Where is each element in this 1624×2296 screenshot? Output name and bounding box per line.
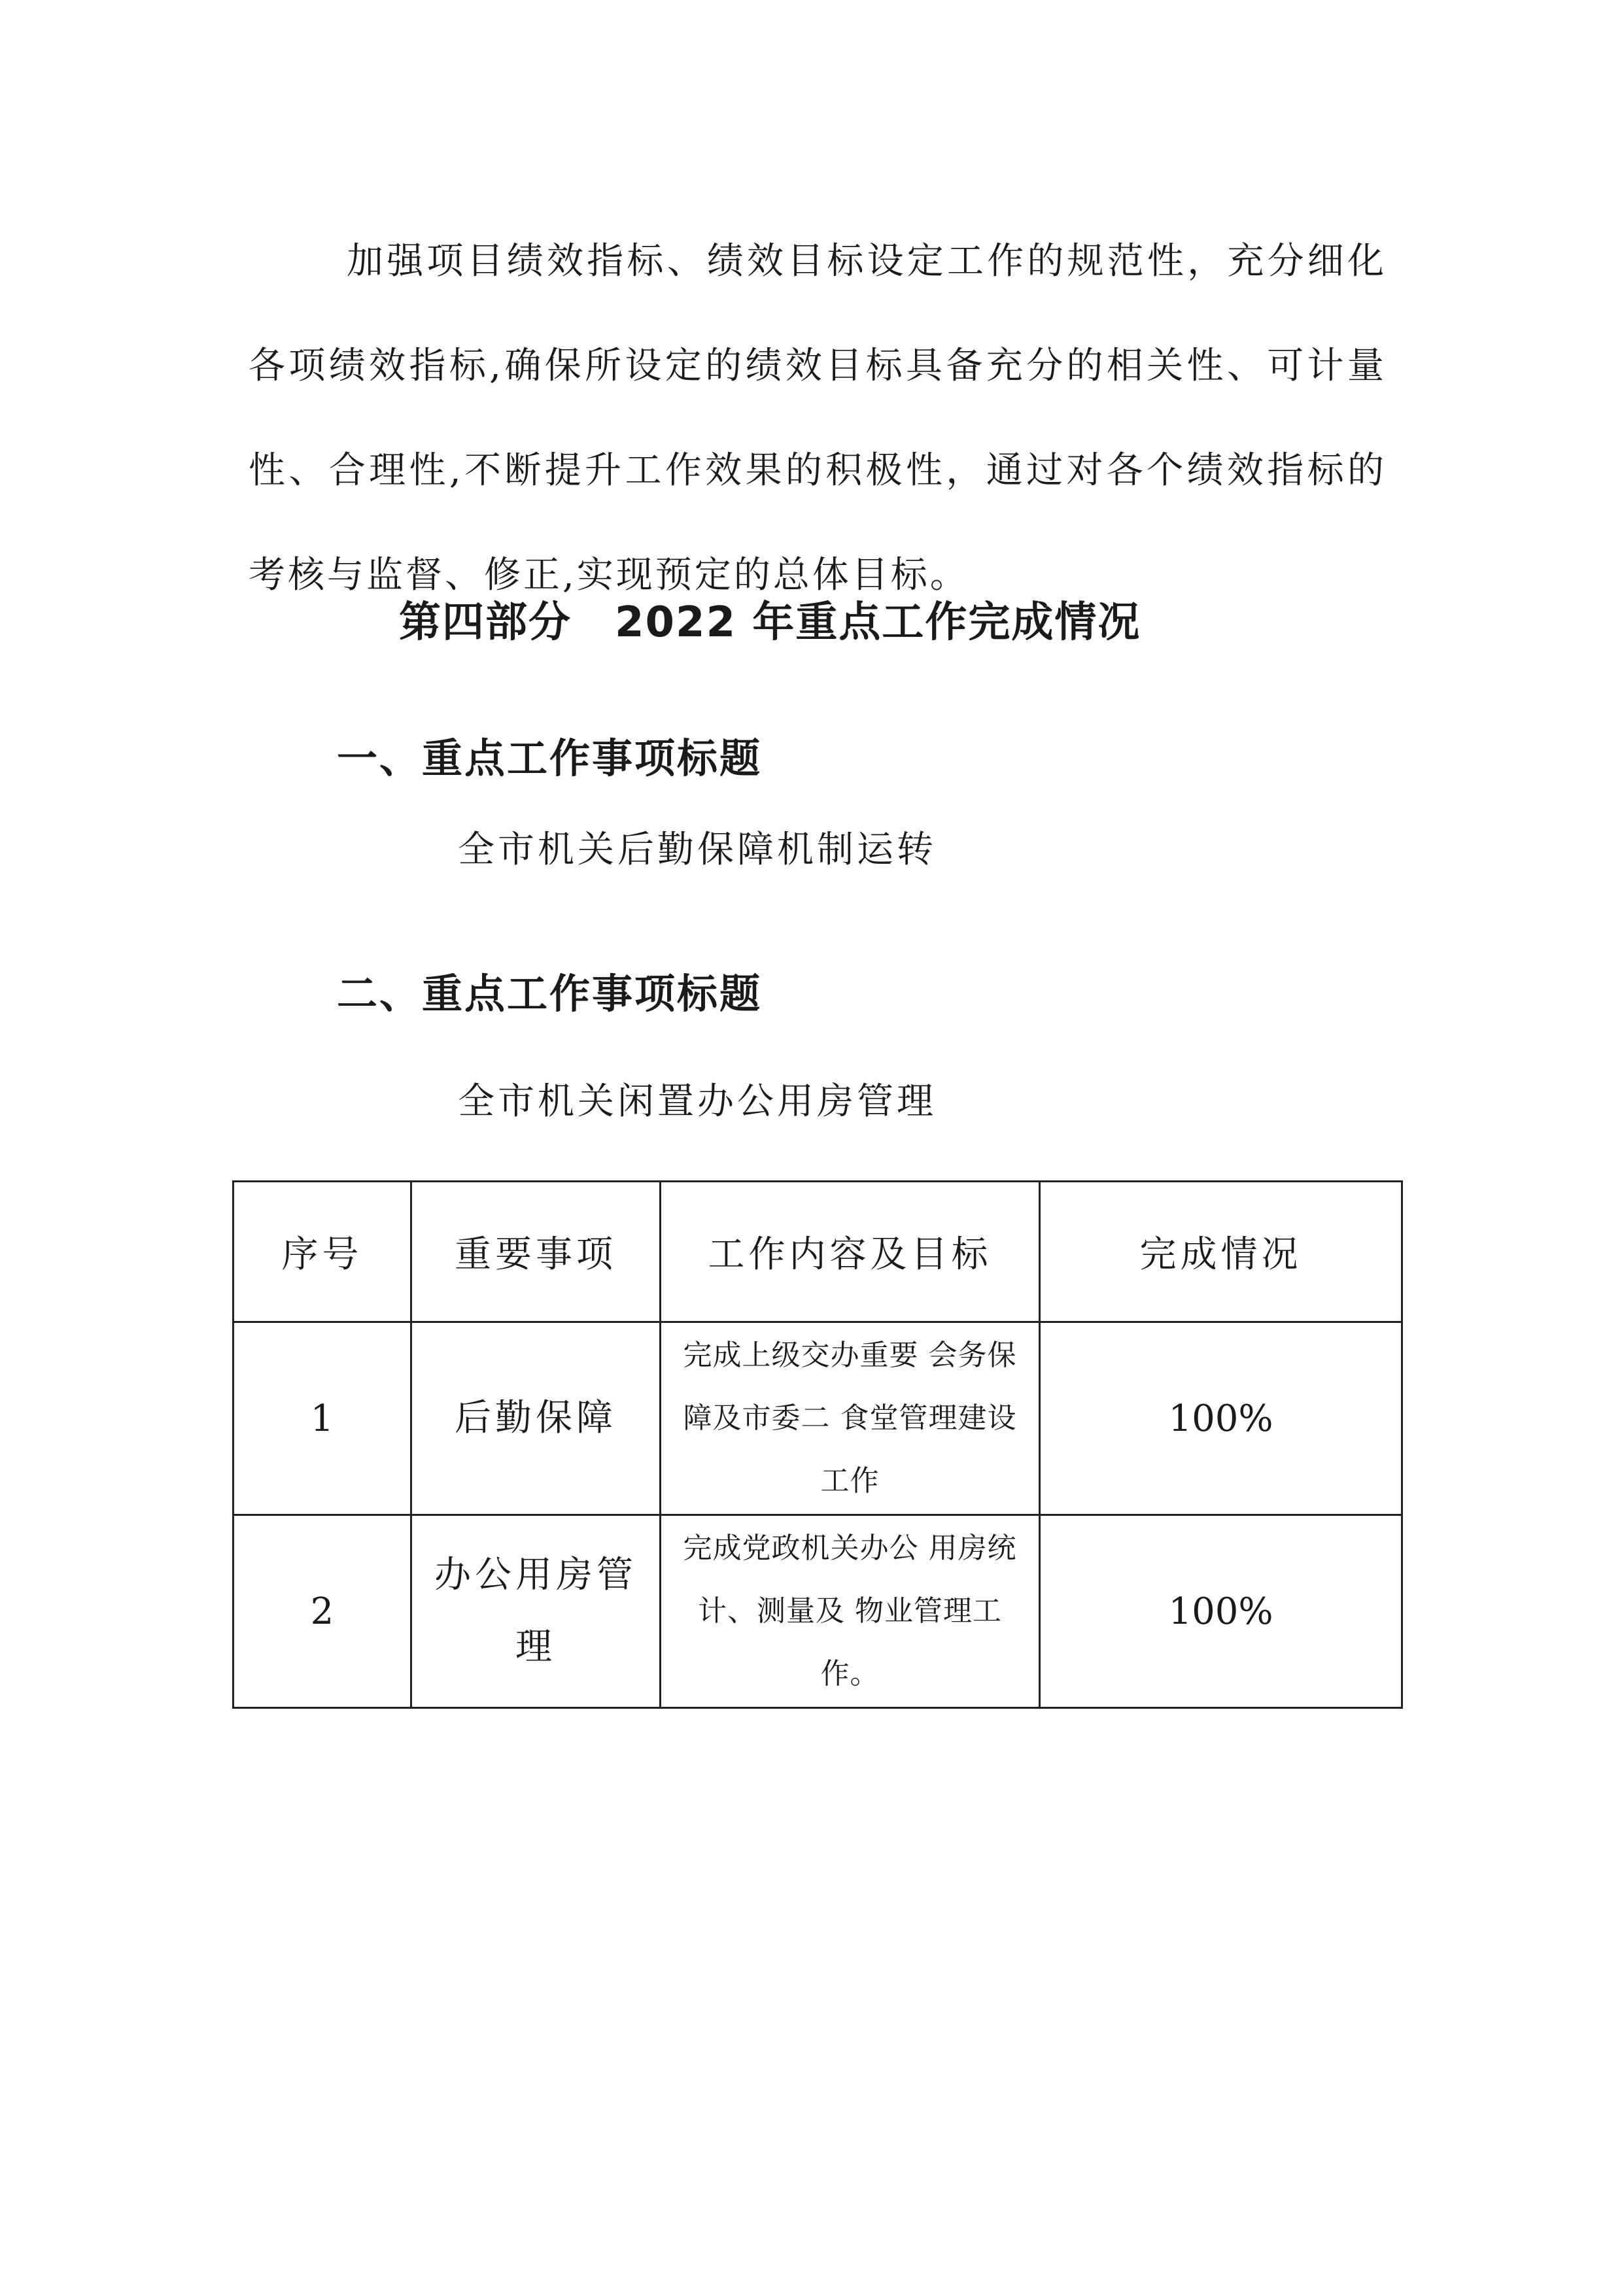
table-row xyxy=(233,1322,1402,1515)
header-no: 序号 xyxy=(233,1182,411,1322)
header-matter: 重要事项 xyxy=(411,1182,661,1322)
section-heading-2: 二、重点工作事项标题 xyxy=(337,970,763,1018)
cell-content: 完成上级交办重要 会务保障及市委二 食堂管理建设工作 xyxy=(661,1322,1040,1515)
cell-status: 100% xyxy=(1040,1322,1402,1515)
cell-content: 完成党政机关办公 用房统计、测量及 物业管理工作。 xyxy=(661,1515,1040,1708)
table-header-row xyxy=(233,1182,1402,1322)
section-heading-1: 一、重点工作事项标题 xyxy=(337,734,763,782)
intro-paragraph: 加强项目绩效指标、绩效目标设定工作的规范性，充分细化各项绩效指标,确保所设定的绩效目标具备充分的相关性、可计量性、合理性,不断提升工作效果的积极性，通过对各个绩效指标的考核与监督、修正,实现预定的总体目标。 xyxy=(249,240,1387,596)
section-body-2: 全市机关闲置办公用房管理 xyxy=(458,1080,937,1123)
table-row xyxy=(233,1515,1402,1708)
header-content: 工作内容及目标 xyxy=(661,1182,1040,1322)
cell-no: 2 xyxy=(233,1515,411,1708)
header-status: 完成情况 xyxy=(1040,1182,1402,1322)
cell-no: 1 xyxy=(233,1322,411,1515)
cell-matter: 后勤保障 xyxy=(411,1322,661,1515)
part-title: 第四部分 2022 年重点工作完成情况 xyxy=(399,598,1141,647)
work-table xyxy=(232,1180,1403,1709)
cell-matter: 办公用房管理 xyxy=(411,1515,661,1708)
section-body-1: 全市机关后勤保障机制运转 xyxy=(458,829,937,871)
cell-status: 100% xyxy=(1040,1515,1402,1708)
